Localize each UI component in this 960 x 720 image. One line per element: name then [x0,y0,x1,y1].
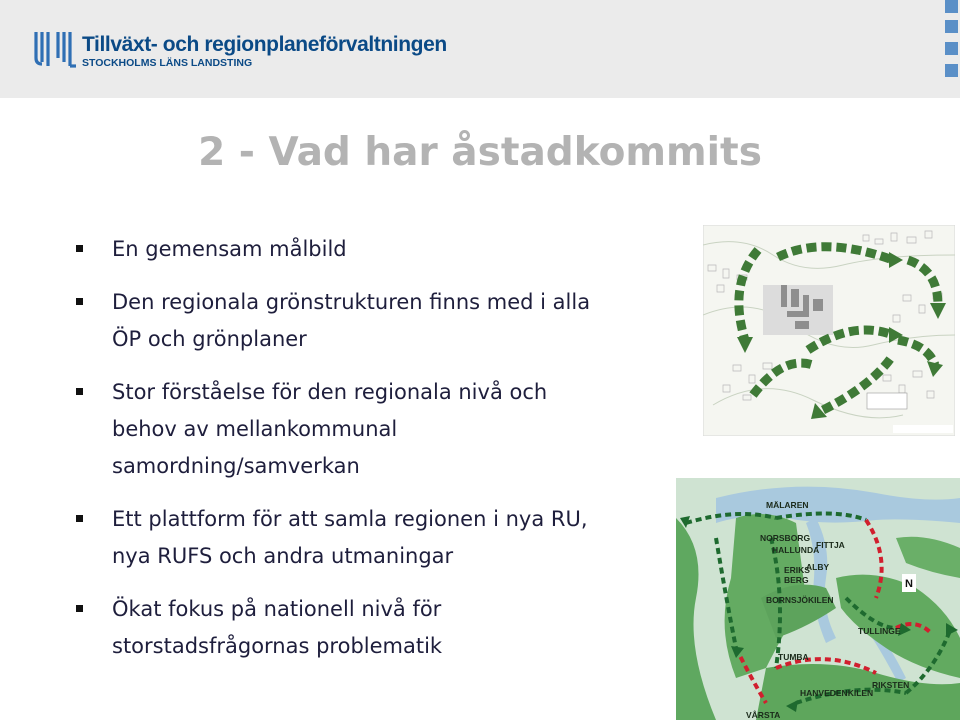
map-label-tumba: TUMBA [778,652,809,662]
map-label-hallunda: HALLUNDA [772,545,820,555]
map-label-alby: ALBY [806,562,830,572]
landsting-logo-icon [32,28,76,68]
map-label-hanvedenkilen: HANVEDENKILEN [800,688,874,698]
slide-title: 2 - Vad har åstadkommits [198,130,762,175]
regional-green-wedges-map [676,478,960,720]
map-label-fittja: FITTJA [816,540,845,550]
bullet-list [76,231,616,681]
header-bar [0,0,960,98]
map-label-eriksberg-line1: ERIKS [784,565,810,575]
map-label-bornsjokilen: BORNSJÖKILEN [766,595,834,605]
north-arrow-icon [902,574,916,592]
bullet-item: Stor förståelse för den regionala nivå och behov av mellankommunal samordning/samverkan [76,374,616,485]
map-label-eriksberg-line2: BERG [784,575,809,585]
map-label-varsta: VÅRSTA [746,710,781,720]
bullet-item: Ökat fokus på nationell nivå för storstadsfrågornas problematik [76,591,616,665]
organization-name: Tillväxt- och regionplaneförvaltningen [82,33,447,56]
map-label-malaren: MÄLAREN [766,500,809,510]
local-green-structure-map [703,225,955,436]
bullet-item: Ett plattform för att samla regionen i nya RU, nya RUFS och andra utmaningar [76,501,616,575]
map-label-tullinge: TULLINGE [858,626,901,636]
bullet-item: En gemensam målbild [76,231,616,268]
map-label-riksten: RIKSTEN [872,680,910,690]
organization-subtitle: STOCKHOLMS LÄNS LANDSTING [82,57,253,69]
bullet-item: Den regionala grönstrukturen finns med i alla ÖP och grönplaner [76,284,616,358]
map-label-norsborg: NORSBORG [760,533,811,543]
corner-decoration [940,0,960,98]
north-label: N [905,578,913,590]
